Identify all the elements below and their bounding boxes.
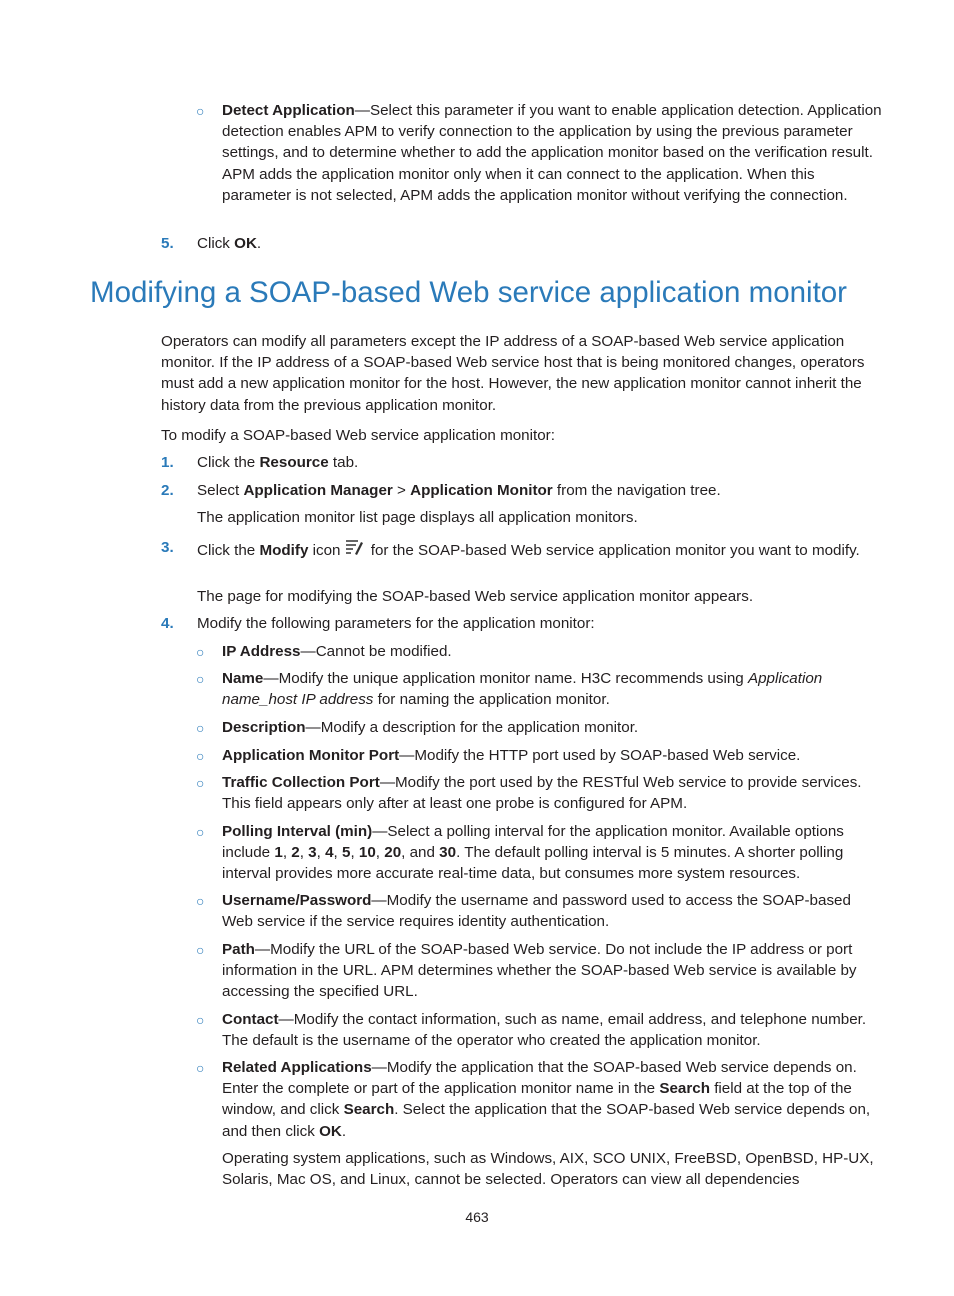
param-ip-address: IP Address—Cannot be modified. — [222, 643, 452, 660]
step-4: Modify the following parameters for the application monitor: — [197, 615, 595, 632]
param-contact: Contact—Modify the contact information, such as name, email address, and telephone number. The default is the username of the operator who created the application monitor. — [222, 1011, 867, 1050]
bullet-glyph: ○ — [196, 720, 205, 736]
bullet-glyph: ○ — [196, 824, 205, 840]
bullet-glyph: ○ — [196, 775, 205, 791]
param-username-password: Username/Password—Modify the username and password used to access the SOAP-based Web service if the service requires identity authentication. — [222, 892, 851, 931]
page-number: 463 — [465, 1209, 489, 1225]
bullet-glyph: ○ — [196, 671, 205, 687]
step-number: 3. — [161, 539, 174, 556]
step-number: 1. — [161, 454, 174, 471]
bullet-glyph: ○ — [196, 1060, 205, 1076]
param-traffic-collection-port: Traffic Collection Port—Modify the port used by the RESTful Web service to provide services. This field appears only after at least one probe is configured for APM. — [222, 774, 862, 813]
param-related-applications: Related Applications—Modify the application that the SOAP-based Web service depends on. Enter the complete or part of the application monitor name in the Search field at the top of the window, and click Search. Select the application that the SOAP-based Web service depends on, and then click OK. — [222, 1059, 871, 1140]
related-applications-note: Operating system applications, such as Windows, AIX, SCO UNIX, FreeBSD, OpenBSD, HP-UX, Solaris, Mac OS, and Linux, cannot be selected. Operators can view all dependencies — [222, 1150, 874, 1189]
bullet-glyph: ○ — [196, 1012, 205, 1028]
bullet-glyph: ○ — [196, 893, 205, 909]
step-2: Select Application Manager > Application Monitor from the navigation tree. — [197, 482, 721, 499]
bullet-glyph: ○ — [196, 748, 205, 764]
step-3-note: The page for modifying the SOAP-based Web service application monitor appears. — [197, 588, 754, 605]
step-number: 4. — [161, 615, 174, 632]
step-1: Click the Resource tab. — [197, 454, 359, 471]
param-path: Path—Modify the URL of the SOAP-based Web service. Do not include the IP address or port information in the URL. APM determines whether the SOAP-based Web service is available by accessing the specified URL. — [222, 941, 857, 1001]
modify-icon — [344, 537, 364, 563]
step-5: Click OK. — [197, 235, 262, 252]
param-name: Name—Modify the unique application monitor name. H3C recommends using Application name_host IP address for naming the application monitor. — [222, 670, 823, 709]
param-description: Description—Modify a description for the application monitor. — [222, 719, 639, 736]
step-2-note: The application monitor list page displays all application monitors. — [197, 509, 638, 526]
bullet-glyph: ○ — [196, 644, 205, 660]
bullet-glyph: ○ — [196, 942, 205, 958]
step-number: 2. — [161, 482, 174, 499]
param-application-monitor-port: Application Monitor Port—Modify the HTTP port used by SOAP-based Web service. — [222, 747, 801, 764]
step-number: 5. — [161, 235, 174, 252]
intro-paragraph: Operators can modify all parameters except the IP address of a SOAP-based Web service application monitor. If the IP address of a SOAP-based Web service host that is being monitored changes, operators must add a new application monitor for the host. However, the new application monitor cannot inherit the history data from the previous application monitor. — [161, 333, 865, 414]
procedure-intro: To modify a SOAP-based Web service application monitor: — [161, 427, 555, 444]
param-polling-interval: Polling Interval (min)—Select a polling interval for the application monitor. Available options include 1, 2, 3, 4, 5, 10, 20, and 30. The default polling interval is 5 minutes. A shorter polling interval provides more accurate real-time data, but consumes more system resources. — [222, 823, 844, 883]
section-title: Modifying a SOAP-based Web service application monitor — [90, 276, 847, 309]
step-3: Click the Modify icon for the SOAP-based Web service application monitor you want to modify. — [197, 537, 877, 563]
bullet-glyph: ○ — [196, 103, 205, 119]
param-detect-application: Detect Application—Select this parameter if you want to enable application detection. Application detection enables APM to verify connection to the application by using the previous parameter settings, and to determine whether to add the application monitor based on the verification result. APM adds the application monitor only when it can connect to the application. When this parameter is not selected, APM adds the application monitor without verifying the connection. — [222, 102, 882, 204]
